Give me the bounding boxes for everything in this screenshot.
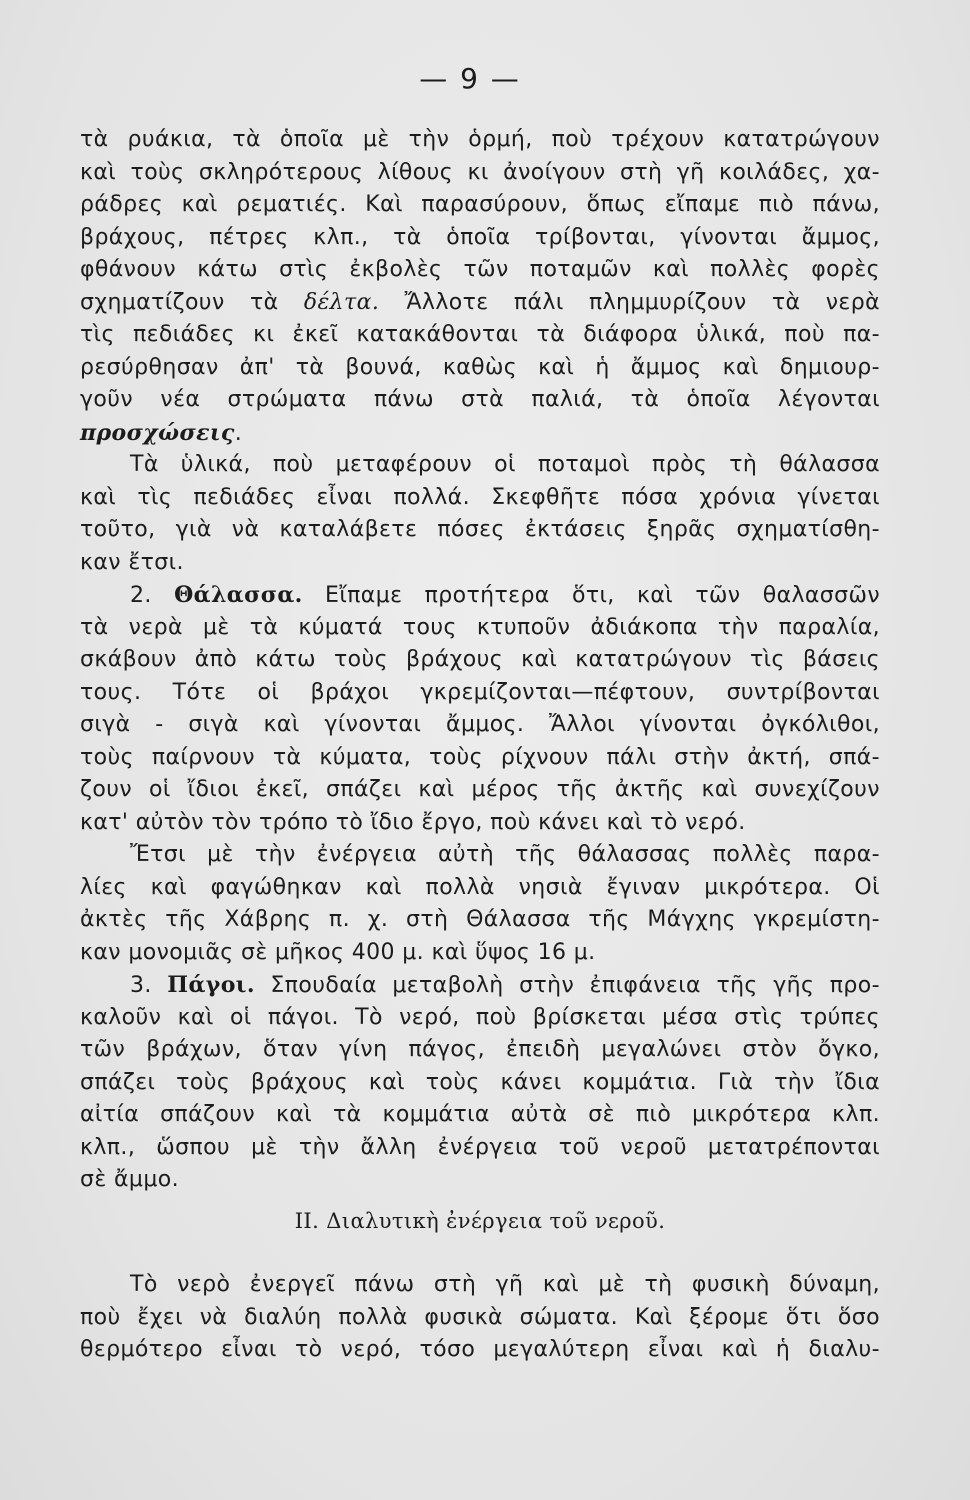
text-line: σὲ ἄμμο.	[80, 1167, 179, 1192]
text-line: σκάβουν ἀπὸ κάτω τοὺς βράχους καὶ κατατρώγουν τὶς βάσεις	[80, 647, 880, 672]
period: .	[234, 420, 243, 446]
text-line: ράδρες καὶ ρεματιές. Καὶ παρασύρουν, ὅπως εἴπαμε πιὸ πάνω,	[80, 192, 880, 217]
text-line: καὶ τοὺς σκληρότερους λίθους κι ἀνοίγουν στὴ γῆ κοιλάδες, χα-	[80, 159, 880, 185]
text-line: ζουν οἱ ἴδιοι ἐκεῖ, σπάζει καὶ μέρος τῆς ἀκτῆς καὶ συνεχίζουν	[80, 777, 880, 802]
section-heading-II: ΙΙ. Διαλυτικὴ ἐνέργεια τοῦ νεροῦ.	[294, 1208, 666, 1233]
text-fragment: Εἴπαμε προτήτερα ὅτι, καὶ τῶν θαλασσῶν	[325, 583, 881, 608]
text-line: κατ' αὐτὸν τὸν τρόπο τὸ ἴδιο ἔργο, ποὺ κάνει καὶ τὸ νερό.	[80, 809, 746, 835]
section-2-line	[80, 579, 880, 612]
text-line: τοῦτο, γιὰ νὰ καταλάβετε πόσες ἐκτάσεις ξηρᾶς σχηματίσθη-	[80, 517, 880, 542]
italic-term-prosxoseis: προσχώσεις	[80, 419, 235, 446]
text-line: ποὺ ἔχει νὰ διαλύη πολλὰ φυσικὰ σώματα. Καὶ ξέρομε ὅτι ὅσο	[80, 1304, 880, 1330]
text-line: τους. Τότε οἱ βράχοι γκρεμίζονται—πέφτουν, συντρίβονται	[80, 679, 880, 705]
text-line: καν μονομιᾶς σὲ μῆκος 400 μ. καὶ ὕψος 16 μ.	[80, 939, 596, 965]
text-line: Ἔτσι μὲ τὴν ἐνέργεια αὐτὴ τῆς θάλασσας πολλὲς παρα-	[130, 842, 880, 867]
text-line	[80, 287, 880, 320]
text-line: ρεσύρθησαν ἀπ' τὰ βουνά, καθὼς καὶ ἡ ἄμμος καὶ δημιουρ-	[80, 354, 880, 380]
text-line: σπάζει τοὺς βράχους καὶ τοὺς κάνει κομμάτια. Γιὰ τὴν ἴδια	[80, 1069, 880, 1095]
text-line: καλοῦν καὶ οἱ πάγοι. Τὸ νερό, ποὺ βρίσκεται μέσα στὶς τρύπες	[80, 1004, 880, 1030]
text-line: θερμότερο εἶναι τὸ νερό, τόσο μεγαλύτερη εἶναι καὶ ἡ διαλυ-	[80, 1337, 880, 1362]
section-title-pagoi: Πάγοι.	[167, 972, 255, 998]
text-line: Τὰ ὑλικά, ποὺ μεταφέρουν οἱ ποταμοὶ πρὸς τὴ θάλασσα	[130, 452, 880, 477]
text-line: τὶς πεδιάδες κι ἐκεῖ κατακάθονται τὰ διάφορα ὑλικά, ποὺ πα-	[80, 322, 880, 347]
text-line: φθάνουν κάτω στὶς ἐκβολὲς τῶν ποταμῶν καὶ πολλὲς φορὲς	[80, 257, 880, 282]
text-fragment: Σπουδαία μεταβολὴ στὴν ἐπιφάνεια τῆς γῆς προ-	[270, 973, 880, 998]
text-line: Τὸ νερὸ ἐνεργεῖ πάνω στὴ γῆ καὶ μὲ τὴ φυσικὴ δύναμη,	[130, 1272, 880, 1297]
text-fragment: σχηματίζουν τὰ	[80, 289, 279, 315]
text-line: τὰ νερὰ μὲ τὰ κύματά τους κτυποῦν ἀδιάκοπα τὴν παραλία,	[80, 614, 880, 640]
section-title-thalassa: Θάλασσα.	[174, 582, 303, 608]
section-number: 2.	[130, 583, 152, 608]
text-line: καὶ τὶς πεδιάδες εἶναι πολλά. Σκεφθῆτε πόσα χρόνια γίνεται	[80, 484, 880, 510]
text-line: καν ἔτσι.	[80, 549, 184, 575]
text-line: τὰ ρυάκια, τὰ ὁποῖα μὲ τὴν ὁρμή, ποὺ τρέχουν κατατρώγουν	[80, 127, 880, 152]
text-line: βράχους, πέτρες κλπ., τὰ ὁποῖα τρίβονται, γίνονται ἄμμος,	[80, 224, 880, 250]
text-line: σιγὰ - σιγὰ καὶ γίνονται ἄμμος. Ἄλλοι γίνονται ὀγκόλιθοι,	[80, 712, 880, 737]
text-line: τῶν βράχων, ὅταν γίνη πάγος, ἐπειδὴ μεγαλώνει στὸν ὄγκο,	[80, 1037, 880, 1062]
section-3-line	[80, 969, 880, 1002]
text-line: τοὺς παίρνουν τὰ κύματα, τοὺς ρίχνουν πάλι στὴν ἀκτή, σπά-	[80, 744, 880, 770]
text-line: ἀκτὲς τῆς Χάβρης π. χ. στὴ Θάλασσα τῆς Μάγχης γκρεμίστη-	[80, 907, 880, 932]
italic-term-delta: δέλτα.	[303, 289, 380, 315]
text-line: γοῦν νέα στρώματα πάνω στὰ παλιά, τὰ ὁποῖα λέγονται	[80, 387, 880, 412]
text-line	[80, 417, 880, 450]
text-line: λίες καὶ φαγώθηκαν καὶ πολλὰ νησιὰ ἔγιναν μικρότερα. Οἱ	[80, 874, 880, 900]
text-fragment: Ἄλλοτε πάλι πλημμυρίζουν τὰ νερὰ	[404, 289, 880, 315]
section-number: 3.	[130, 973, 152, 998]
page-number: — 9 —	[419, 62, 521, 95]
body-text	[80, 124, 880, 1367]
text-line: αἰτία σπάζουν καὶ τὰ κομμάτια αὐτὰ σὲ πιὸ μικρότερα κλπ.	[80, 1102, 880, 1127]
text-line: κλπ., ὥσπου μὲ τὴν ἄλλη ἐνέργεια τοῦ νεροῦ μετατρέπονται	[80, 1134, 880, 1160]
